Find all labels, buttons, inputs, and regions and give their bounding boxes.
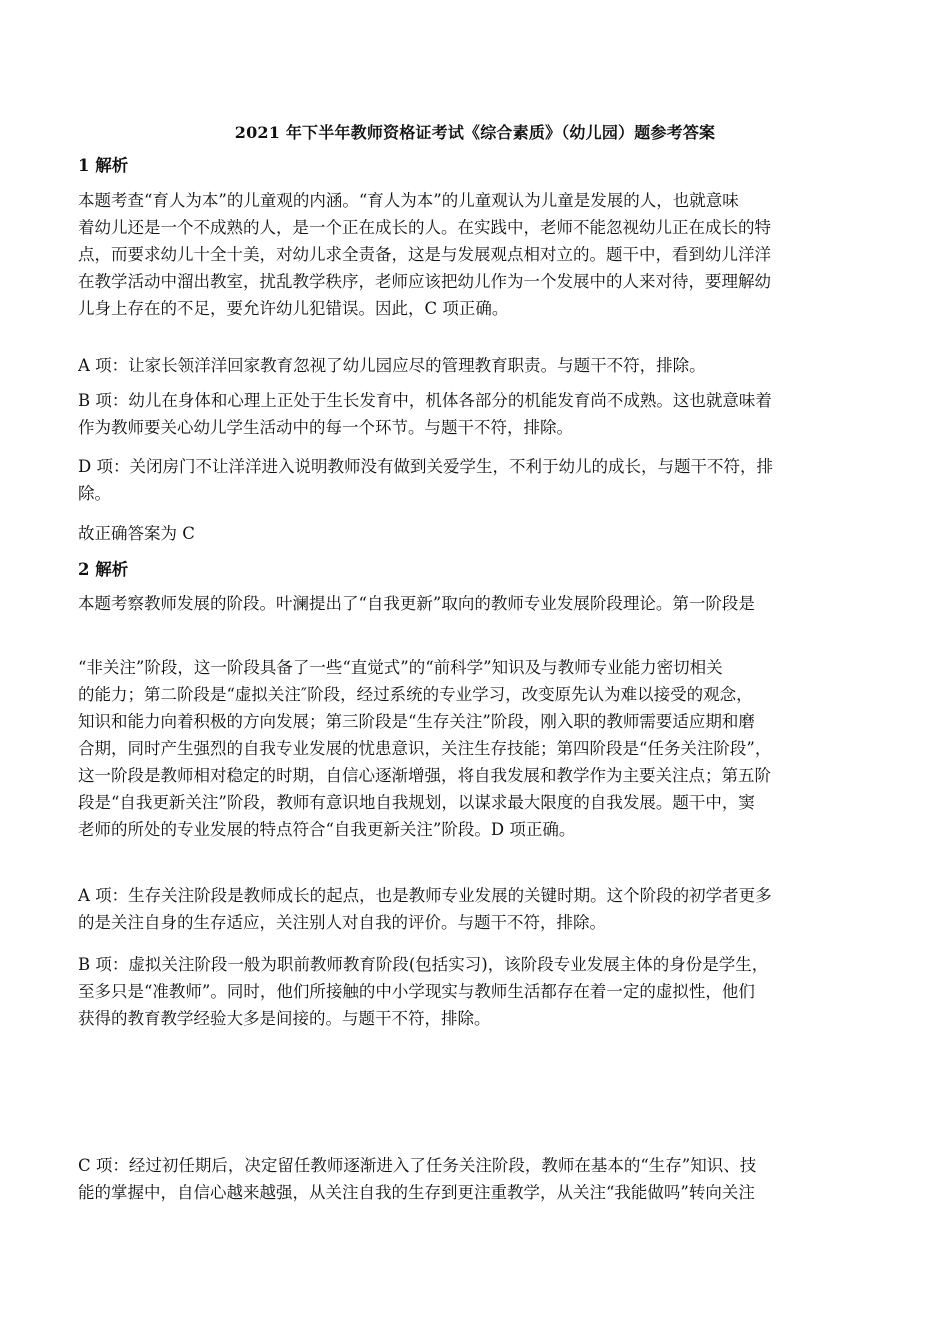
- q2-intro: 本题考察教师发展的阶段。叶澜提出了“自我更新”取向的教师专业发展阶段理论。第一阶段是: [78, 594, 755, 613]
- paragraph-line: A 项：生存关注阶段是教师成长的起点，也是教师专业发展的关键时期。这个阶段的初学者更多: [78, 886, 772, 905]
- paragraph-line: B 项：幼儿在身体和心理上正处于生长发育中，机体各部分的机能发育尚不成熟。这也就意味着: [78, 391, 772, 410]
- paragraph-line: 段是“自我更新关注”阶段，教师有意识地自我规划，以谋求最大限度的自我发展。题干中，窦: [78, 793, 755, 812]
- paragraph-line: D 项：关闭房门不让洋洋进入说明教师没有做到关爱学生，不利于幼儿的成长，与题干不符，排: [78, 457, 773, 476]
- q1-answer: 故正确答案为 C: [78, 524, 195, 543]
- paragraph-line: 知识和能力向着积极的方向发展；第三阶段是“生存关注”阶段，刚入职的教师需要适应期和磨: [78, 712, 755, 731]
- q2-option-b: [78, 951, 888, 1032]
- paragraph-line: B 项：虚拟关注阶段一般为职前教师教育阶段(包括实习)，该阶段专业发展主体的身份是学生，: [78, 955, 769, 974]
- paragraph-line: 能的掌握中，自信心越来越强，从关注自我的生存到更注重教学，从关注“我能做吗”转向关注: [78, 1183, 755, 1202]
- paragraph-line: 除。: [78, 484, 111, 503]
- q2-explanation: [78, 654, 888, 843]
- q2-option-a: [78, 882, 888, 936]
- paragraph-line: 本题考查“育人为本”的儿童观的内涵。“育人为本”的儿童观认为儿童是发展的人，也就意味: [78, 191, 739, 210]
- q2-option-c: [78, 1152, 908, 1206]
- q1-explanation: [78, 187, 888, 322]
- paragraph-line: 的能力；第二阶段是“虚拟关注″阶段，经过系统的专业学习，改变原先认为难以接受的观念，: [78, 685, 753, 704]
- paragraph-line: 至多只是“准教师”。同时，他们所接触的中小学现实与教师生活都存在着一定的虚拟性，他们: [78, 982, 755, 1001]
- paragraph-line: 点，而要求幼儿十全十美，对幼儿求全责备，这是与发展观点相对立的。题干中，看到幼儿洋洋: [78, 245, 771, 264]
- paragraph-line: 的是关注自身的生存适应，关注别人对自我的评价。与题干不符，排除。: [78, 913, 606, 932]
- paragraph-line: A 项：让家长领洋洋回家教育忽视了幼儿园应尽的管理教育职责。与题干不符，排除。: [78, 356, 706, 375]
- paragraph-line: 获得的教育教学经验大多是间接的。与题干不符，排除。: [78, 1009, 491, 1028]
- paragraph-line: C 项：经过初任期后，决定留任教师逐渐进入了任务关注阶段，教师在基本的“生存”知识、技: [78, 1156, 757, 1175]
- q1-option-d: [78, 453, 888, 507]
- q1-option-b: [78, 387, 888, 441]
- paragraph-line: 合期，同时产生强烈的自我专业发展的忧患意识，关注生存技能；第四阶段是“任务关注阶段”，: [78, 739, 772, 758]
- paragraph-line: 老师的所处的专业发展的特点符合“自我更新关注”阶段。D 项正确。: [78, 820, 576, 839]
- paragraph-line: 儿身上存在的不足，要允许幼儿犯错误。因此，C 项正确。: [78, 299, 509, 318]
- q1-heading: 1 解析: [78, 156, 129, 175]
- paragraph-line: 这一阶段是教师相对稳定的时期，自信心逐渐增强，将自我发展和教学作为主要关注点；第五阶: [78, 766, 771, 785]
- q2-heading: 2 解析: [78, 560, 129, 579]
- paragraph-line: 着幼儿还是一个不成熟的人，是一个正在成长的人。在实践中，老师不能忽视幼儿正在成长的特: [78, 218, 771, 237]
- document-title: 2021 年下半年教师资格证考试《综合素质》（幼儿园）题参考答案: [234, 123, 716, 142]
- paragraph-line: 作为教师要关心幼儿学生活动中的每一个环节。与题干不符，排除。: [78, 418, 573, 437]
- q1-option-a: [78, 352, 888, 379]
- paragraph-line: “非关注”阶段，这一阶段具备了一些“直觉式”的“前科学”知识及与教师专业能力密切相关: [78, 658, 723, 677]
- paragraph-line: 在教学活动中溜出教室，扰乱教学秩序，老师应该把幼儿作为一个发展中的人来对待，要理解幼: [78, 272, 771, 291]
